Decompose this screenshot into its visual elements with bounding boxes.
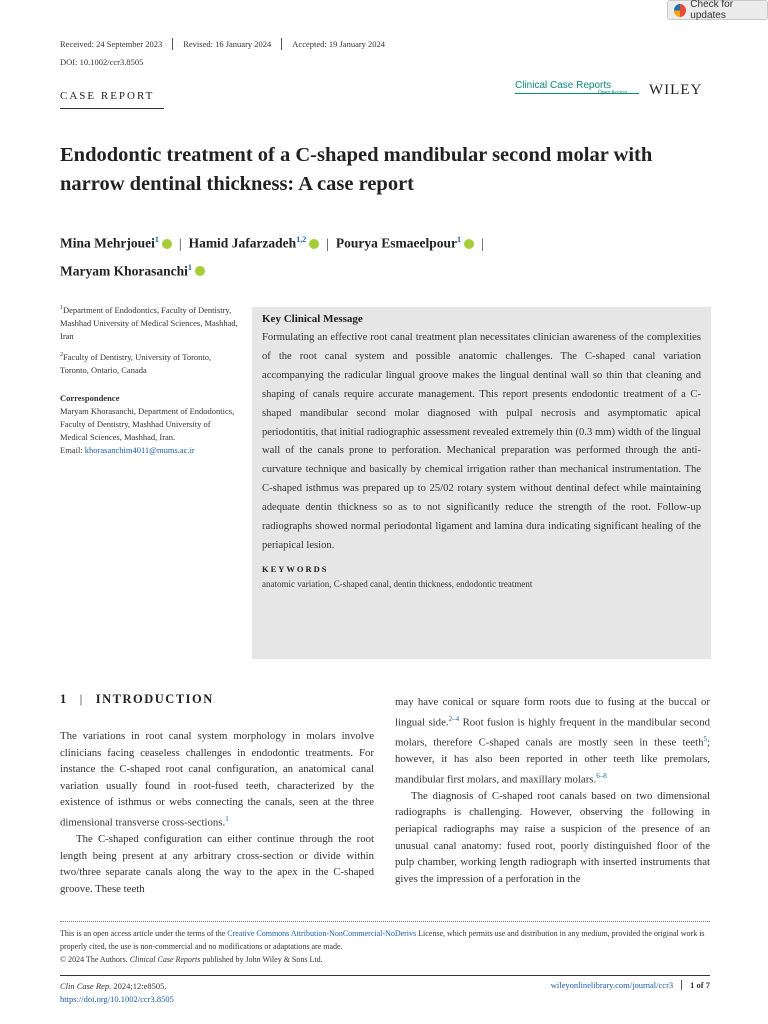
license-notice: This is an open access article under the terms of the Creative Commons Attribution-NonCommercial-NoDerivs License, which permits use and distribution in any medium, provided the original work is properly cited, the use is non-commercial and no modifications or adaptations are made. © 2024 The Authors. Clinical Case Reports published by John Wiley & Sons Ltd. <box>60 929 705 964</box>
section-heading-introduction: 1 | INTRODUCTION <box>60 692 214 706</box>
orcid-icon[interactable] <box>309 239 319 249</box>
author-affiliation-sup: 1 <box>187 262 192 272</box>
orcid-icon[interactable] <box>162 239 172 249</box>
citation-ref[interactable]: 6–8 <box>596 771 607 780</box>
correspondence-email-link[interactable]: khorasanchim4011@mums.ac.ir <box>84 445 195 456</box>
doi: DOI: 10.1002/ccr3.8505 <box>60 57 144 67</box>
article-type-underline <box>60 108 164 109</box>
keywords-heading: KEYWORDS <box>262 563 329 574</box>
key-clinical-message-box <box>252 307 711 659</box>
footer-citation: Clin Case Rep. 2024;12:e8505. https://doi.org/10.1002/ccr3.8505 <box>60 981 174 1004</box>
author-separator: | <box>178 235 182 251</box>
paragraph: The variations in root canal system morphology in molars involve clinicians facing ceaseless challenges in endodontic treatments. For instance the C-shaped root canal configuration, an anatomical canal variation usually found in root-fused teeth, characterized by the existence of isthmus or webs connecting the canals, seen at the three dimensional transverse cross-sections.$^1$ <box>60 730 374 829</box>
check-for-updates-label: Check for updates <box>690 0 734 21</box>
citation-ref[interactable]: 5 <box>703 734 707 743</box>
article-type: CASE REPORT <box>60 90 155 102</box>
open-access-tag: Open Access <box>598 90 628 96</box>
page-number: 1 of 7 <box>690 980 710 990</box>
citation-ref[interactable]: 2–4 <box>448 714 460 723</box>
citation-ref[interactable]: 1 <box>225 814 229 823</box>
author-name: Mina Mehrjouei <box>60 235 155 251</box>
journal-name: Clinical Case Reports <box>515 80 612 91</box>
author-separator: | <box>326 235 329 251</box>
author-name: Hamid Jafarzadeh <box>188 235 297 251</box>
footer-doi-link[interactable]: https://doi.org/10.1002/ccr3.8505 <box>60 994 174 1004</box>
author-affiliation-sup: 1 <box>457 235 462 244</box>
check-for-updates-button[interactable] <box>667 0 768 20</box>
article-title: Endodontic treatment of a C-shaped mandibular second molar with narrow dentinal thickness: A case report <box>60 144 653 195</box>
affiliation-item: $^2$Faculty of Dentistry, University of Toronto, Toronto, Ontario, Canada <box>60 352 212 376</box>
orcid-icon[interactable] <box>195 266 205 276</box>
affiliations <box>60 302 238 464</box>
author-list <box>60 228 710 283</box>
author-affiliation-sup: 1 <box>154 235 159 244</box>
license-link[interactable]: Creative Commons Attribution-NonCommercial-NoDerivs <box>227 929 417 938</box>
paragraph: The diagnosis of C-shaped root canals based on two dimensional radiographs is challenging. However, observing the following in periapical radiographs may raise a suspicion of the presence of an unusual canal anatomy: fused root, poorly distinguished floor of the pulp chamber, working length radiograph with inserted instruments that gives the impression of a perforation in the <box>395 789 710 885</box>
footer-site <box>551 980 710 990</box>
accepted-date: Accepted: 19 January 2024 <box>292 39 386 49</box>
author-name: Maryam Khorasanchi <box>60 263 188 278</box>
crossmark-icon <box>674 4 686 17</box>
author-affiliation-sup: 1,2 <box>296 235 307 244</box>
license-divider <box>60 921 710 922</box>
affiliation-item: $^1$Department of Endodontics, Faculty of Dentistry, Mashhad University of Medical Sciences, Mashhad, Iran <box>60 304 238 342</box>
journal-site-link[interactable]: wileyonlinelibrary.com/journal/ccr3 <box>551 980 682 990</box>
correspondence-text: Maryam Khorasanchi, Department of Endodontics, Faculty of Dentistry, Mashhad University of Medical Sciences, Mashhad, Iran. Email: khorasanchim4011@mums.ac.ir <box>60 405 235 456</box>
key-message-heading: Key Clinical Message <box>262 313 363 325</box>
article-dates <box>60 38 395 50</box>
footer-rule <box>60 975 710 976</box>
received-date: Received: 24 September 2023 <box>60 38 173 50</box>
orcid-icon[interactable] <box>464 239 474 249</box>
revised-date: Revised: 16 January 2024 <box>173 38 282 50</box>
correspondence-heading: Correspondence <box>60 392 120 403</box>
keywords-text: anatomic variation, C-shaped canal, dentin thickness, endodontic treatment <box>262 578 533 589</box>
publisher-logo: WILEY <box>649 82 703 98</box>
author-name: Pourya Esmaeelpour <box>335 235 458 251</box>
key-message-text: Formulating an effective root canal treatment plan necessitates clinician awareness of the complexities of the root canal system and possible anatomic challenges. The C-shaped canal variation accompanying the radicular lingual groove makes the lingual dentinal wall so thin that cleaning and shaping of canals require accurate management. This report presents endodontic treatment of a C-shaped mandibular second molar diagnosed with pulpal necrosis and asymptomatic apical periodontitis, that initial radiographic assessment revealed extremely thin (0.3 mm) width of the lingual wall of the canals prone to perforation. Mechanical preparation was performed through the anti-curvature technique and basically by chemical irrigation rather than mechanical instrumentation. The C-shaped isthmus was prepared up to 25/02 rotary system without dentinal defect while maintaining adequate dentin thickness so as to not significantly reduce the strength of the root. Follow-up radiographs showed normal periodontal ligament and lamina dura indicating significant healing of the periapical lesion. <box>262 332 701 551</box>
left-column-text <box>60 728 374 898</box>
right-column-text <box>395 694 710 887</box>
paragraph: may have conical or square form roots due to fusing at the buccal or lingual side.$^{2-4}$ Root fusion is highly frequent in the mandibular second molars, therefore C-shaped canals are mostly seen in these teeth$^5$; however, it has also been reported in other teeth like premolars, mandibular first molars, and maxillary molars.$^{6-8}$ <box>395 696 710 786</box>
author-separator: | <box>481 235 484 251</box>
paragraph: The C-shaped configuration can either continue through the root length being present at any arbitrary cross-section or divide within two/three separate canals along the way to the apex in the C-shaped groove. These teeth <box>60 833 374 895</box>
